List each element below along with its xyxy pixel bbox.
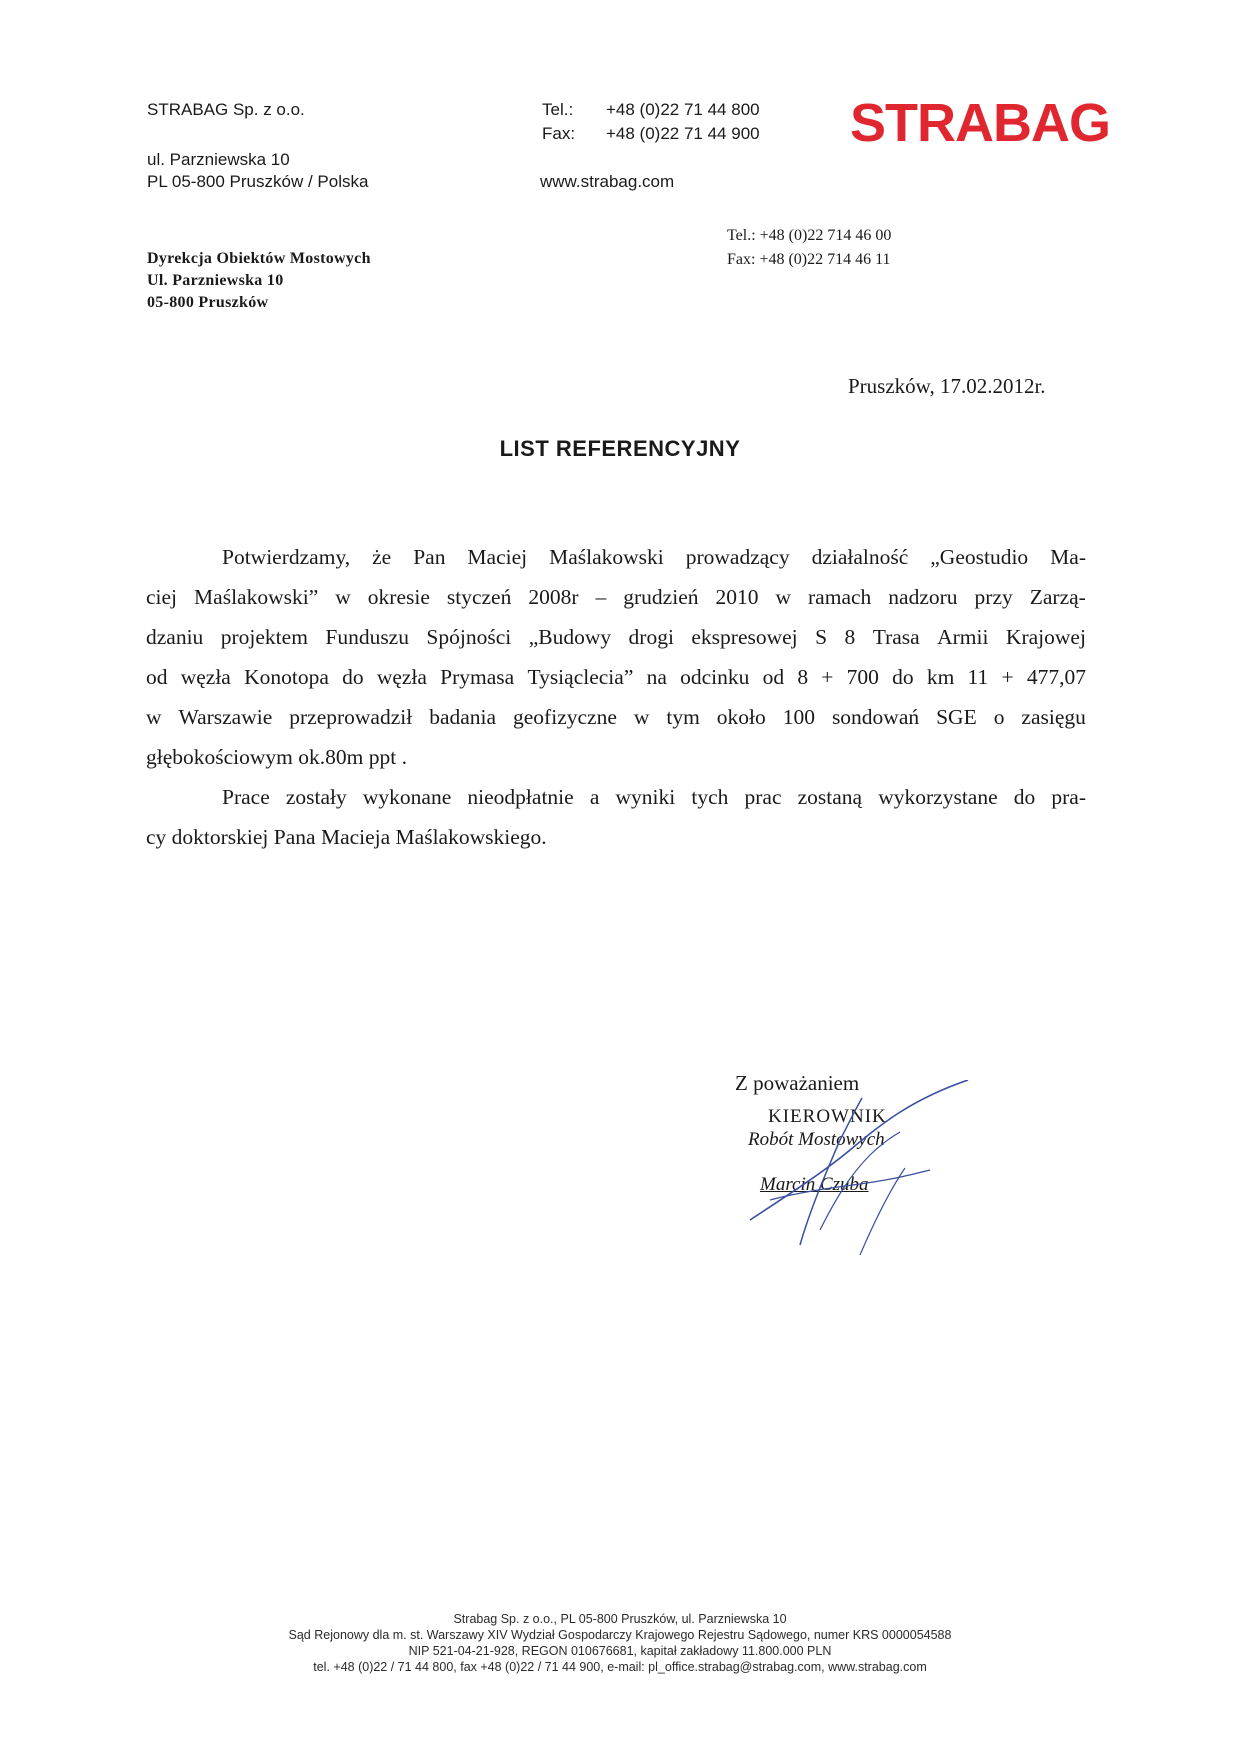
footer-line-3: NIP 521-04-21-928, REGON 010676681, kapitał zakładowy 11.800.000 PLN bbox=[408, 1644, 832, 1658]
recipient-tel: Tel.: +48 (0)22 714 46 00 bbox=[727, 227, 892, 244]
signatory-name: Marcin Czuba bbox=[760, 1174, 869, 1195]
body-line: Prace zostały wykonane nieodpłatnie a wyniki tych prac zostaną wykorzystane do pra- bbox=[222, 785, 1086, 809]
footer-line-1: Strabag Sp. z o.o., PL 05-800 Pruszków, ul. Parzniewska 10 bbox=[453, 1612, 787, 1626]
company-website: www.strabag.com bbox=[540, 172, 675, 191]
body-line: dzaniu projektem Funduszu Spójności „Budowy drogi ekspresowej S 8 Trasa Armii Krajowej bbox=[146, 625, 1086, 649]
recipient-address bbox=[147, 248, 371, 314]
body-line: w Warszawie przeprowadził badania geofizyczne w tym około 100 sondowań SGE o zasięgu bbox=[146, 705, 1086, 729]
recipient-line-1: Dyrekcja Obiektów Mostowych bbox=[147, 250, 371, 267]
company-tel-row bbox=[542, 100, 760, 124]
recipient-contact bbox=[727, 224, 891, 272]
closing-greeting: Z poważaniem bbox=[735, 1071, 860, 1095]
company-name: STRABAG Sp. z o.o. bbox=[147, 100, 305, 119]
letter-date: Pruszków, 17.02.2012r. bbox=[848, 374, 1046, 398]
company-address-street: ul. Parzniewska 10 bbox=[147, 150, 290, 169]
handwritten-signature bbox=[740, 1080, 980, 1260]
tel-value: +48 (0)22 71 44 800 bbox=[606, 100, 760, 119]
footer-line-4: tel. +48 (0)22 / 71 44 800, fax +48 (0)22 / 71 44 900, e-mail: pl_office.strabag@strabag.com, www.strabag.com bbox=[313, 1660, 927, 1674]
body-line: cy doktorskiej Pana Macieja Maślakowskiego. bbox=[146, 825, 547, 849]
strabag-logo: STRABAG bbox=[850, 93, 1110, 153]
signatory-title: KIEROWNIK bbox=[768, 1106, 887, 1127]
body-line: Potwierdzamy, że Pan Maciej Maślakowski prowadzący działalność „Geostudio Ma- bbox=[222, 545, 1086, 569]
document-title: LIST REFERENCYJNY bbox=[499, 436, 741, 461]
recipient-line-2: Ul. Parzniewska 10 bbox=[147, 272, 284, 289]
recipient-line-3: 05-800 Pruszków bbox=[147, 294, 269, 311]
body-line: ciej Maślakowski” w okresie styczeń 2008r – grudzień 2010 w ramach nadzoru przy Zarzą- bbox=[146, 585, 1086, 609]
signatory-department: Robót Mostowych bbox=[748, 1129, 885, 1150]
fax-value: +48 (0)22 71 44 900 bbox=[606, 124, 760, 143]
tel-label: Tel.: bbox=[542, 100, 574, 119]
company-fax-row bbox=[542, 124, 760, 148]
company-contact bbox=[542, 100, 760, 148]
fax-label: Fax: bbox=[542, 124, 576, 143]
footer-line-2: Sąd Rejonowy dla m. st. Warszawy XIV Wydział Gospodarczy Krajowego Rejestru Sądowego, numer KRS 0000054588 bbox=[288, 1628, 952, 1642]
company-address-city: PL 05-800 Pruszków / Polska bbox=[147, 172, 369, 191]
letter-body bbox=[146, 537, 1086, 857]
body-line: głębokościowym ok.80m ppt . bbox=[146, 745, 407, 769]
recipient-fax: Fax: +48 (0)22 714 46 11 bbox=[727, 251, 891, 268]
letter-footer bbox=[0, 1611, 1240, 1675]
body-line: od węzła Konotopa do węzła Prymasa Tysiąclecia” na odcinku od 8 + 700 do km 11 + 477,07 bbox=[146, 665, 1086, 689]
